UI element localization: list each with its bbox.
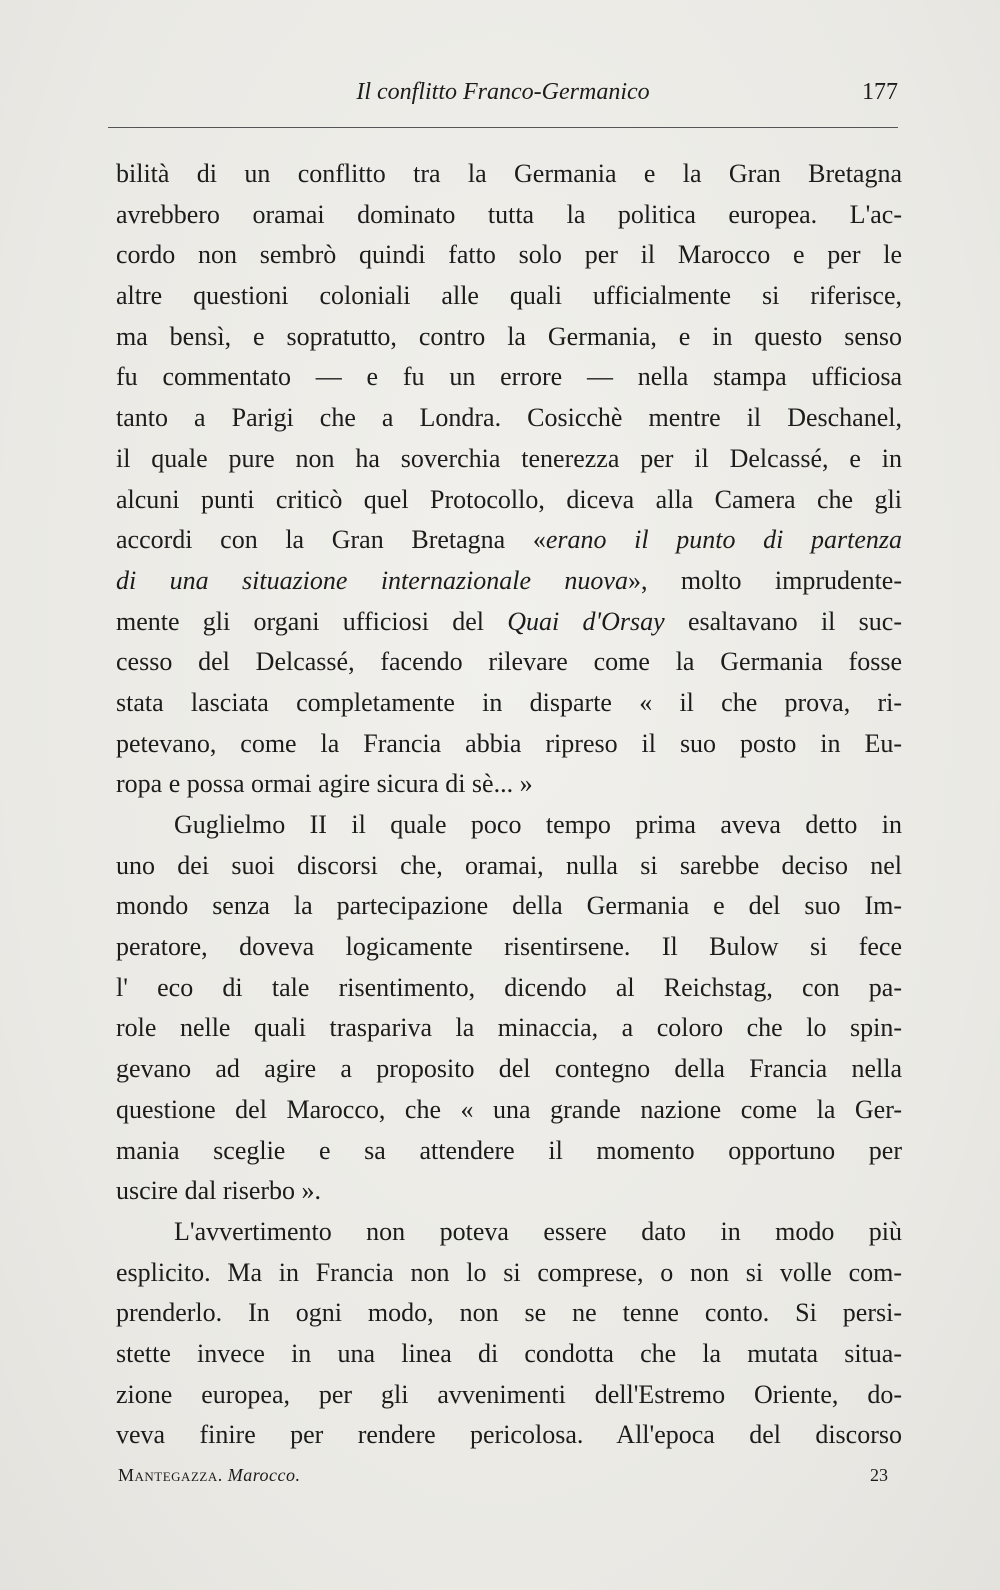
header-rule [108,127,898,128]
text-line: tanto a Parigi che a Londra. Cosicchè mentre il Deschanel, [116,403,902,433]
text-line: cordo non sembrò quindi fatto solo per il Marocco e per le [116,240,902,270]
text-line: il quale pure non ha soverchia tenerezza per il Delcassé, e in [116,443,902,473]
text-line: uno dei suoi discorsi che, oramai, nulla si sarebbe deciso nel [116,850,902,880]
paragraph-start-line: L'avvertimento non poteva essere dato in modo più [174,1216,902,1246]
text-run: », molto imprudente- [627,565,902,595]
text-line: zione europea, per gli avvenimenti dell'Estremo Oriente, do- [116,1379,902,1409]
signature-number: 23 [870,1465,888,1485]
text-line: gevano ad agire a proposito del contegno della Francia nella [116,1054,902,1084]
text-run: mente gli organi ufficiosi del [116,606,508,636]
text-line: role nelle quali traspariva la minaccia, a coloro che lo spin- [116,1013,902,1043]
text-line: mania sceglie e sa attendere il momento opportuno per [116,1135,902,1165]
running-title: Il conflitto Franco-Germanico [356,79,650,105]
text-line: uscire dal riserbo ». [116,1176,322,1206]
text-line: esplicito. Ma in Francia non lo si comprese, o non si volle com- [116,1257,902,1287]
text-run: accordi con la Gran Bretagna « [116,525,546,555]
text-line: peratore, doveva logicamente risentirsene. Il Bulow si fece [116,932,902,962]
text-line: mondo senza la partecipazione della Germania e del suo Im- [116,891,902,921]
text-line: altre questioni coloniali alle quali ufficialmente si riferisce, [116,281,902,311]
author-name: Mantegazza. [118,1465,223,1485]
text-line: fu commentato — e fu un errore — nella stampa ufficiosa [116,362,902,392]
text-line: l' eco di tale risentimento, dicendo al Reichstag, con pa- [116,972,902,1002]
running-head [108,72,898,112]
page-number: 177 [862,79,898,105]
text-line: veva finire per rendere pericolosa. All'epoca del discorso [116,1420,902,1450]
signature-mark [118,1460,301,1490]
paragraph-start-line: Guglielmo II il quale poco tempo prima aveva detto in [174,810,902,839]
text-line: avrebbero oramai dominato tutta la politica europea. L'ac- [116,199,902,229]
text-line: ropa e possa ormai agire sicura di sè... » [116,769,533,799]
text-line: ma bensì, e sopratutto, contro la Germania, e in questo senso [116,321,902,351]
text-line: stata lasciata completamente in disparte « il che prova, ri- [116,687,902,717]
book-short-title: Marocco. [227,1465,301,1485]
text-line: cesso del Delcassé, facendo rilevare come la Germania fosse [116,647,902,677]
text-run: esaltavano il suc- [664,606,902,636]
text-line: questione del Marocco, che « una grande nazione come la Ger- [116,1094,902,1124]
italic-quote: erano il punto di partenza [545,525,902,555]
text-line: stette invece in una linea di condotta che la mutata situa- [116,1338,902,1368]
text-line [116,561,902,602]
text-line: prenderlo. In ogni modo, non se ne tenne conto. Si persi- [116,1298,902,1328]
text-line: alcuni punti criticò quel Protocollo, diceva alla Camera che gli [116,484,902,514]
text-line [116,602,902,643]
italic-quote: di una situazione internazionale nuova [116,565,628,595]
page-footer [118,1460,888,1490]
body-text [116,154,902,1456]
text-line [116,520,902,561]
text-line: bilità di un conflitto tra la Germania e la Gran Bretagna [116,159,902,188]
text-line: petevano, come la Francia abbia ripreso il suo posto in Eu- [116,728,902,758]
italic-place-name: Quai d'Orsay [507,606,665,636]
